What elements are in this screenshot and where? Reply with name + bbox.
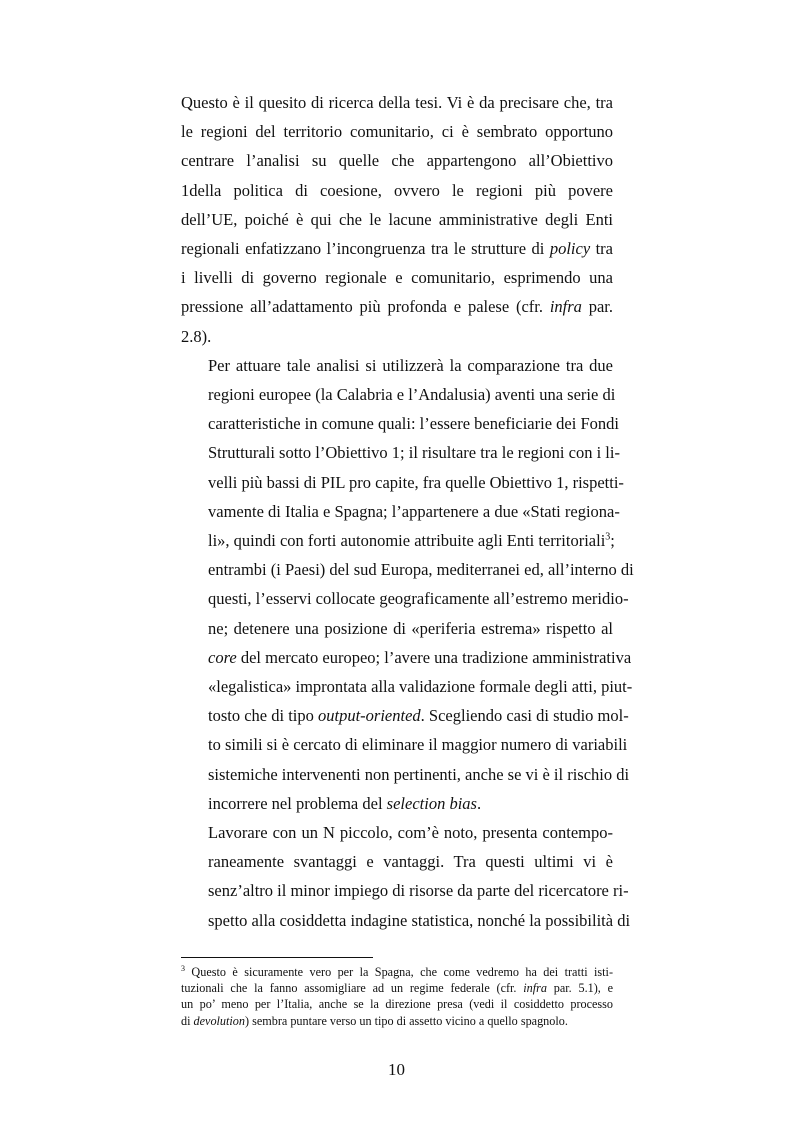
- text-line: [181, 468, 624, 497]
- text-run: tosto che di tipo: [208, 706, 318, 726]
- text-line: [181, 847, 613, 876]
- text-run: di: [181, 1013, 194, 1028]
- text-run: caratteristiche in comune quali: l’essere beneficiarie dei Fondi: [208, 414, 619, 434]
- text-run: Per attuare tale analisi si utilizzerà la comparazione tra due: [208, 355, 613, 375]
- footnote-line: [181, 964, 613, 980]
- text-run: dell’UE, poiché è qui che le lacune amministrative degli Enti: [181, 209, 613, 229]
- text-run: . Scegliendo casi di studio mol-: [420, 706, 629, 726]
- text-line: [181, 292, 613, 321]
- italic-term: selection bias: [386, 793, 477, 813]
- text-line: [181, 351, 613, 380]
- text-run: par. 5.1), e: [546, 981, 614, 996]
- text-run: del mercato europeo; l’avere una tradizione amministrativa: [236, 647, 632, 667]
- text-run: to simili si è cercato di eliminare il maggior numero di variabili: [208, 735, 628, 755]
- text-run: .: [476, 793, 482, 813]
- text-run: pressione all’adattamento più profonda e palese (cfr.: [181, 297, 550, 317]
- text-run: vamente di Italia e Spagna; l’appartenere a due «Stati regiona-: [208, 501, 620, 521]
- paragraph: [181, 351, 634, 818]
- text-line: [181, 205, 613, 234]
- paragraph: [181, 88, 613, 351]
- text-run: Questo è il quesito di ricerca della tesi. Vi è da precisare che, tra: [181, 93, 613, 112]
- text-run: raneamente svantaggi e vantaggi. Tra questi ultimi vi è: [208, 852, 613, 872]
- text-line: [181, 117, 613, 146]
- text-run: tra: [590, 239, 613, 259]
- text-run: sistemiche intervenenti non pertinenti, anche se vi è il rischio di: [208, 764, 630, 784]
- footnote-line: [181, 1013, 613, 1029]
- text-run: senz’altro il minor impiego di risorse da parte del ricercatore ri-: [208, 881, 629, 901]
- italic-term: output-oriented: [318, 706, 421, 726]
- footnote-line: [181, 996, 613, 1012]
- footnote-separator: [181, 957, 373, 958]
- text-run: entrambi (i Paesi) del sud Europa, mediterranei ed, all’interno di: [208, 560, 634, 580]
- text-line: [181, 730, 628, 759]
- text-run: ) sembra puntare verso un tipo di assetto vicino a quello spagnolo.: [244, 1013, 568, 1028]
- page-number: 10: [388, 1060, 405, 1079]
- text-line: [181, 322, 613, 351]
- text-line: [181, 88, 613, 117]
- text-line: [181, 438, 620, 467]
- text-run: tuzionali che la fanno assomigliare ad un regime federale (cfr.: [181, 981, 524, 996]
- text-line: [181, 409, 619, 438]
- text-line: [181, 760, 630, 789]
- body-text: [181, 88, 634, 935]
- text-run: «legalistica» improntata alla validazione formale degli atti, piut-: [208, 677, 633, 697]
- text-run: Strutturali sotto l’Obiettivo 1; il risultare tra le regioni con i li-: [208, 443, 620, 463]
- footnote-reference: 3: [181, 963, 185, 973]
- text-run: regioni europee (la Calabria e l’Andalusia) aventi una serie di: [208, 385, 616, 405]
- footnote-line: [181, 980, 613, 996]
- text-run: le regioni del territorio comunitario, ci è sembrato opportuno: [181, 122, 613, 142]
- text-run: ne; detenere una posizione di «periferia estrema» rispetto al: [208, 618, 613, 638]
- text-line: [181, 526, 613, 555]
- footnote-reference: 3: [605, 531, 611, 543]
- italic-term: infra: [523, 981, 547, 996]
- text-line: [181, 789, 613, 818]
- text-line: [181, 555, 634, 584]
- text-line: [181, 876, 629, 905]
- text-line: [181, 818, 613, 847]
- text-run: spetto alla cosiddetta indagine statistica, nonché la possibilità di: [208, 910, 631, 930]
- text-run: centrare l’analisi su quelle che appartengono all’Obiettivo: [181, 151, 613, 171]
- italic-term: infra: [549, 297, 582, 317]
- footnote: [181, 964, 613, 1029]
- text-run: par.: [581, 297, 613, 317]
- text-run: 1della politica di coesione, ovvero le regioni più povere: [181, 180, 613, 200]
- text-line: [181, 614, 613, 643]
- text-line: [181, 643, 632, 672]
- text-line: [181, 497, 620, 526]
- text-line: [181, 234, 613, 263]
- italic-term: devolution: [193, 1013, 245, 1028]
- text-line: [181, 176, 613, 205]
- text-run: incorrere nel problema del: [208, 793, 387, 813]
- text-run: velli più bassi di PIL pro capite, fra quelle Obiettivo 1, rispetti-: [208, 472, 624, 492]
- text-run: li», quindi con forti autonomie attribuite agli Enti territoriali: [208, 531, 606, 551]
- text-line: [181, 146, 613, 175]
- italic-term: policy: [549, 239, 591, 259]
- text-run: 2.8).: [181, 326, 212, 346]
- text-run: Questo è sicuramente vero per la Spagna, che come vedremo ha dei tratti isti-: [185, 965, 613, 979]
- text-line: [181, 906, 631, 935]
- text-run: regionali enfatizzano l’incongruenza tra le strutture di: [181, 239, 550, 259]
- text-line: [181, 584, 629, 613]
- text-run: questi, l’esservi collocate geograficamente all’estremo meridio-: [208, 589, 629, 609]
- text-run: ;: [610, 531, 615, 551]
- text-line: [181, 263, 613, 292]
- text-run: i livelli di governo regionale e comunitario, esprimendo una: [181, 268, 613, 288]
- text-line: [181, 672, 633, 701]
- text-run: Lavorare con un N piccolo, com’è noto, presenta contempo-: [208, 823, 613, 843]
- text-run: un po’ meno per l’Italia, anche se la direzione presa (vedi il cosiddetto processo: [181, 997, 613, 1012]
- italic-term: core: [208, 647, 237, 667]
- paragraph: [181, 818, 631, 935]
- text-line: [181, 701, 629, 730]
- text-line: [181, 380, 616, 409]
